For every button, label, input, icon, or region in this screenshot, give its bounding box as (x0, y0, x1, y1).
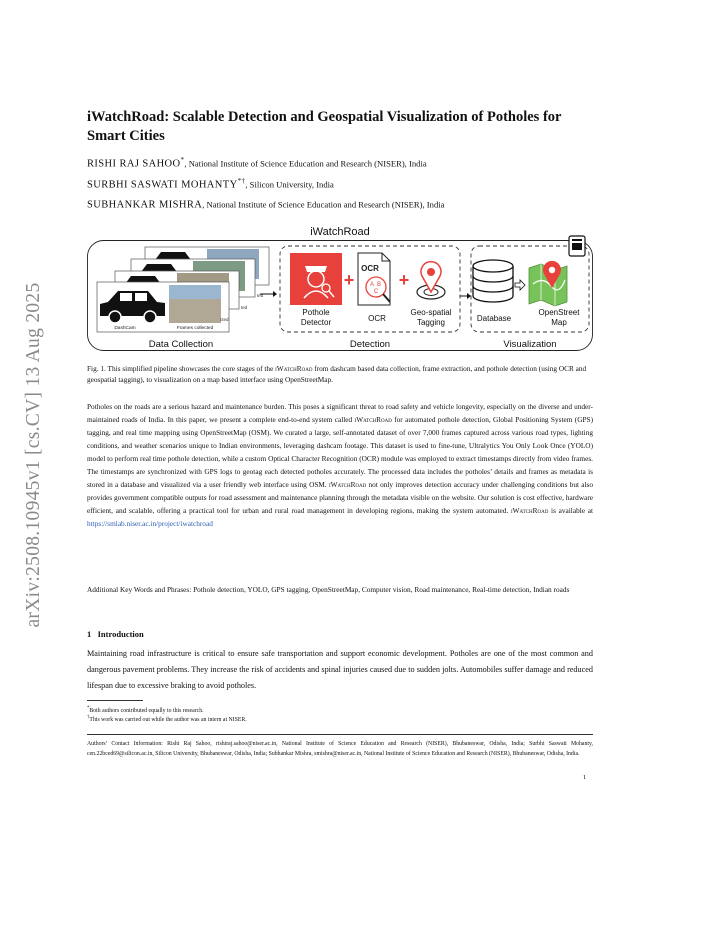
plus-icon: + (343, 270, 355, 290)
author-2 (87, 177, 334, 191)
section-number: 1 (87, 629, 92, 639)
openstreetmap-label: Map (551, 318, 567, 327)
frame-label: ted (241, 305, 248, 310)
frames-stack (97, 247, 269, 332)
abstract-system-name: iWatchRoad (511, 506, 549, 515)
ocr-glyph-a: A (369, 282, 375, 288)
frames-collected-label: Frames collected (176, 326, 214, 331)
pothole-detector-icon (290, 253, 342, 305)
ocr-glyph-c: C (373, 289, 379, 295)
author-name: SURBHI SASWATI MOHANTY (87, 179, 238, 191)
openstreetmap-label: OpenStreet (538, 308, 580, 317)
stage-label-collection: Data Collection (148, 339, 214, 350)
abstract-part-2: for automated pothole detection, Global Positioning System (GPS) tagging, and real time mapping using OpenStreetMap (OSM). We curated a large, self-annotated dataset of over 7,000 frames captured across various road types, lighting conditions, and weather scenarios unique to Indian environments, leveraging dashcam footage. This dataset is used to fine-tune, Ultralytics You Only Look Once (YOLO) model to perform real time pothole detection, while a custom Optical Character Recognition (OCR) module was employed to extract timestamps directly from video frames. The timestamps are synchronized with GPS logs to geotag each detected potholes accurately. The processed data includes the potholes’ details and frames as metadata is stored in a database and visualized via a user friendly web interface using OSM. (87, 415, 594, 489)
abstract-system-name: iWatchRoad (328, 480, 367, 489)
abstract-part-3: not only improves detection accuracy under challenging conditions but also provides government compatible outputs for road assessment and maintenance planning through the metadata visible on the website. Our solution is cost effective, hardware efficient, and scalable, offering a practical tool for urban and rural road management in developing regions, making the system automated. (87, 480, 593, 515)
abstract (87, 400, 593, 530)
dashcam-label: DashCam (114, 326, 136, 331)
footnote-rule (87, 700, 143, 701)
author-1 (87, 156, 427, 170)
project-link[interactable]: https://smlab.niser.ac.in/project/iwatchroad (87, 519, 213, 528)
arrow-head (273, 291, 277, 297)
keywords-text: Pothole detection, YOLO, GPS tagging, OpenStreetMap, Computer vision, Road maintenance, Real-time detection, Indian roads (191, 585, 570, 594)
openstreetmap-icon (529, 261, 567, 306)
ocr-label: OCR (368, 314, 386, 323)
frame-label: ted (257, 293, 264, 298)
pipeline-figure (87, 226, 593, 352)
pothole-detector-label: Detector (300, 318, 332, 327)
geo-tagging-icon (417, 262, 445, 299)
footnote-mark: † (87, 715, 90, 720)
geo-tagging-label: Tagging (416, 318, 446, 327)
stage-label-visualization: Visualization (503, 339, 557, 350)
arxiv-identifier: arXiv:2508.10945v1 [cs.CV] 13 Aug 2025 (23, 282, 44, 628)
stage-label-detection: Detection (349, 339, 391, 350)
introduction-paragraph: Maintaining road infrastructure is critical to ensure safe transportation and support economic development. Potholes are one of the most common and dangerous pavement problems. They increase the risk of accidents and spinal injuries caused due to sudden jolts. Automobiles suffer damage and reduced lifespan due to excessive braking to avoid potholes. (87, 649, 593, 690)
contact-rule (87, 734, 593, 735)
ocr-glyph-b: B (376, 282, 382, 288)
figure-caption (87, 363, 593, 385)
figure-title: iWatchRoad (310, 226, 370, 238)
caption-system-name: iWatchRoad (275, 364, 313, 373)
author-name: RISHI RAJ SAHOO (87, 158, 181, 170)
frame-label: cted (220, 317, 229, 322)
hollow-arrow-icon (515, 280, 525, 290)
author-3 (87, 197, 444, 211)
author-affiliation: , National Institute of Science Education and Research (NISER), India (184, 158, 427, 169)
author-affiliation: , Silicon University, India (245, 179, 334, 190)
footnote-2 (87, 714, 247, 724)
caption-prefix: Fig. 1. This simplified pipeline showcases the core stages of the (87, 364, 276, 373)
paper-title: iWatchRoad: Scalable Detection and Geospatial Visualization of Potholes for Smart Cities (87, 109, 562, 144)
footnote-text: This work was carried out while the author was an intern at NISER. (89, 716, 247, 723)
database-label: Database (476, 314, 512, 323)
plus-icon: + (398, 270, 410, 290)
page-number: 1 (583, 774, 587, 781)
keywords (87, 583, 593, 596)
abstract-system-name: iWatchRoad (354, 415, 392, 424)
pipeline-diagram (87, 226, 593, 352)
pothole-detector-label: Pothole (302, 308, 330, 317)
ocr-icon-text: OCR (361, 264, 379, 273)
abstract-part-1: Potholes on the roads are a serious hazard and maintenance burden. This poses a significant threat to road safety and vehicle longevity, especially on the diverse and under-maintained roads of India. In this paper, we present a complete end-to-end system called (87, 402, 593, 424)
author-affiliation: , National Institute of Science Education and Research (NISER), India (202, 199, 445, 210)
section-title: Introduction (97, 629, 144, 639)
keywords-label: Additional Key Words and Phrases: (87, 585, 192, 594)
abstract-part-4: is available at (548, 506, 593, 515)
author-mark: *† (237, 177, 246, 185)
database-icon (473, 260, 513, 302)
caption-suffix: from dashcam based data collection, frame extraction, and pothole detection (using OCR and geospatial tagging), to visualization on a map based interface using OpenStreetMap. (87, 364, 587, 384)
arrow-head (467, 293, 471, 299)
author-mark: * (180, 156, 185, 164)
footnote-mark: * (87, 706, 90, 711)
author-name: SUBHANKAR MISHRA (87, 199, 203, 211)
web-interface-icon (569, 236, 585, 256)
ocr-icon (358, 253, 390, 305)
section-heading (87, 629, 144, 639)
contact-information: Authors’ Contact Information: Rishi Raj Sahoo, rishiraj.sahoo@niser.ac.in, National Institute of Science Education and Research (NISER), Bhubaneswar, Odisha, India; Surbhi Saswati Mohanty, cen.22bced69@silicon.ac.in, Silicon University, Bhubaneswar, Odisha, India; Subhankar Mishra, smishra@niser.ac.in, National Institute of Science Education and Research (NISER), Bhubaneswar, Odisha, India. (87, 741, 593, 757)
geo-tagging-label: Geo-spatial (410, 308, 452, 317)
footnote-text: Both authors contributed equally to this research. (89, 707, 204, 714)
arxiv-identifier-sidebar (22, 260, 46, 650)
